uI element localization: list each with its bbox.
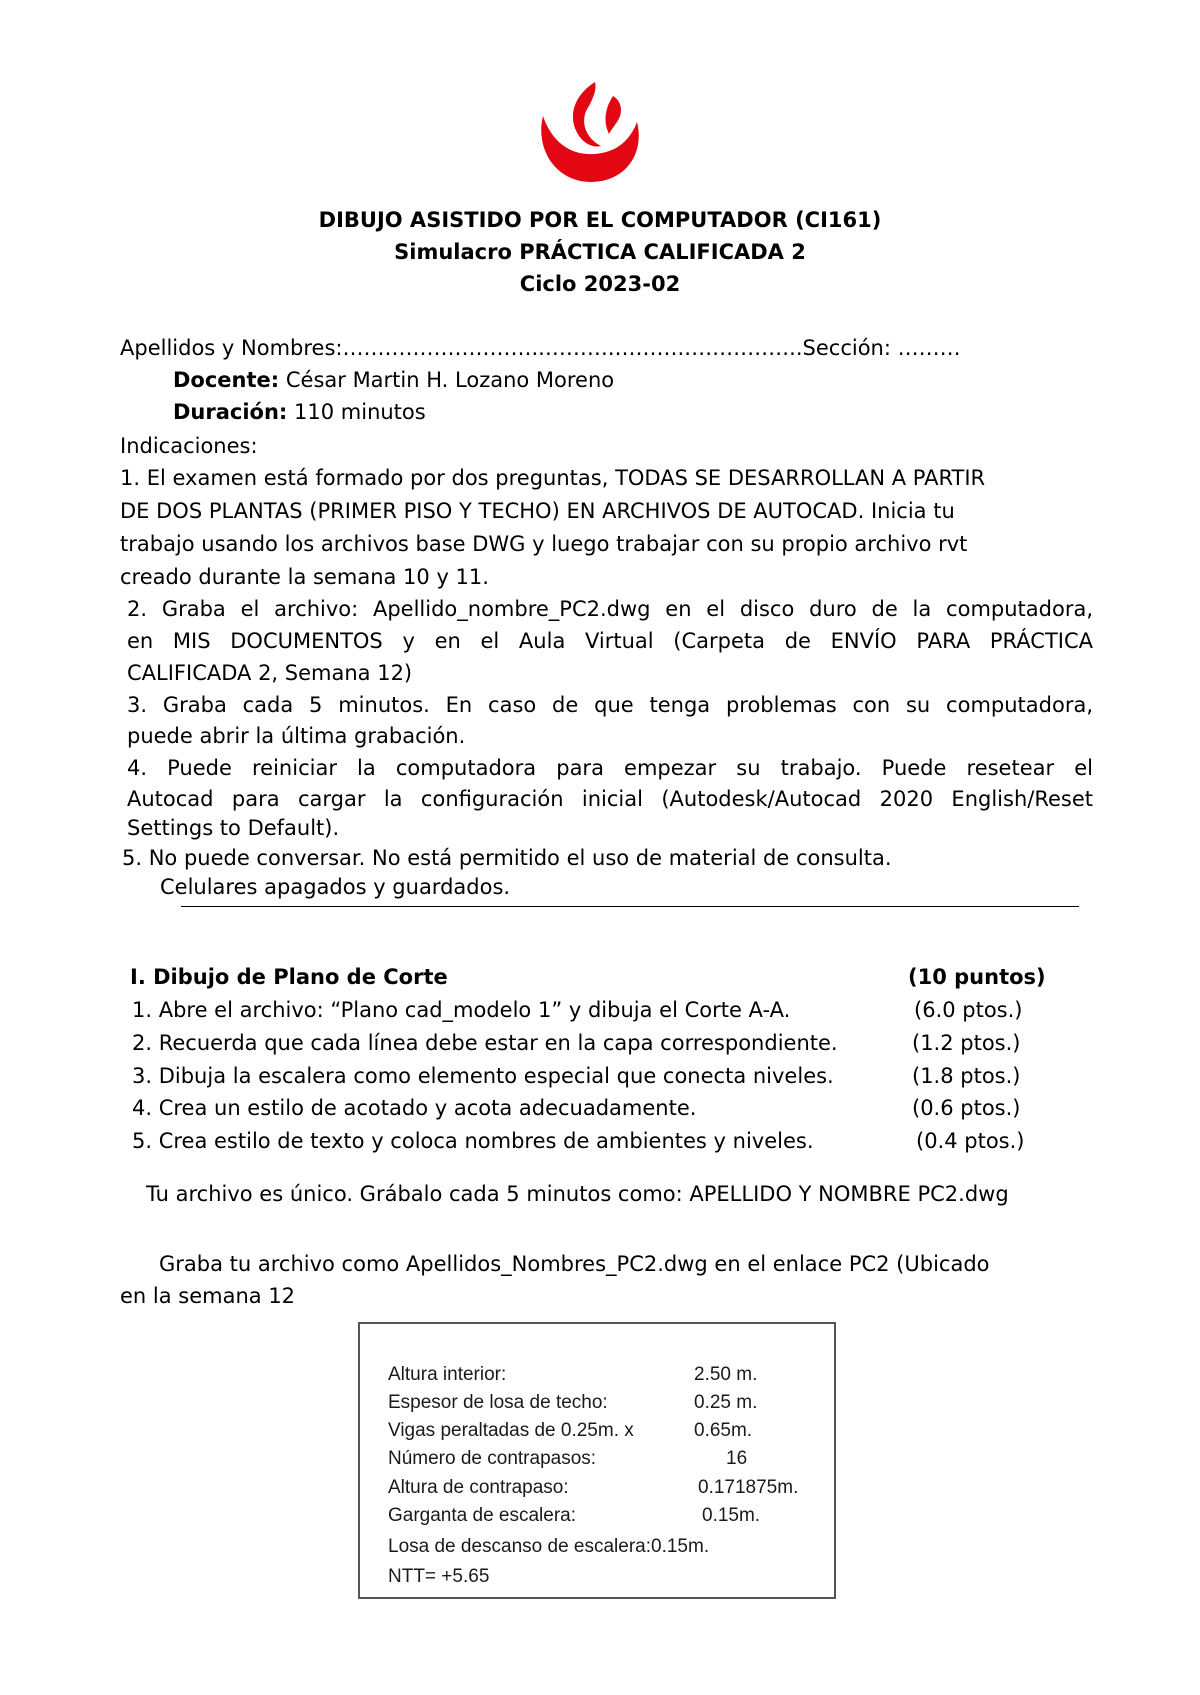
note-unique-file: Tu archivo es único. Grábalo cada 5 minutos como: APELLIDO Y NOMBRE PC2.dwg — [146, 1182, 1009, 1206]
data-value-losa-descanso: 0.15m. — [651, 1536, 710, 1557]
data-label-vigas: Vigas peraltadas de 0.25m. x — [388, 1420, 634, 1441]
indication-1-line-1: 1. El examen está formado por dos preguntas, TODAS SE DESARROLLAN A PARTIR — [120, 466, 986, 490]
data-label-contrapasos: Número de contrapasos: — [388, 1448, 597, 1469]
indication-1-line-2: DE DOS PLANTAS (PRIMER PISO Y TECHO) EN ARCHIVOS DE AUTOCAD. Inicia tu — [120, 499, 955, 523]
document-title: DIBUJO ASISTIDO POR EL COMPUTADOR (CI161) — [318, 208, 882, 232]
university-logo-icon — [533, 78, 645, 186]
data-value-altura-interior: 2.50 m. — [694, 1364, 758, 1385]
indication-4-line-3: Settings to Default). — [127, 816, 340, 840]
separator-line — [181, 906, 1079, 907]
duration-line — [173, 400, 426, 424]
student-name-field: Apellidos y Nombres:………………………..……….……….……………..Sección: ……… — [120, 336, 961, 360]
indication-2-line-1: 2. Graba el archivo: Apellido_nombre_PC2.dwg en el disco duro de la computadora, — [127, 597, 1093, 621]
teacher-label: Docente: — [173, 368, 280, 392]
data-label-espesor-losa: Espesor de losa de techo: — [388, 1392, 608, 1413]
task-5-points: (0.4 ptos.) — [916, 1129, 1025, 1153]
task-2: 2. Recuerda que cada línea debe estar en la capa correspondiente. — [132, 1031, 838, 1055]
data-value-espesor-losa: 0.25 m. — [694, 1392, 758, 1413]
indication-3-line-2: puede abrir la última grabación. — [127, 724, 466, 748]
data-value-garganta: 0.15m. — [702, 1505, 761, 1526]
indication-3-line-1: 3. Graba cada 5 minutos. En caso de que tenga problemas con su computadora, — [127, 693, 1093, 717]
indication-4-line-1: 4. Puede reiniciar la computadora para empezar su trabajo. Puede resetear el — [127, 756, 1093, 780]
task-5: 5. Crea estilo de texto y coloca nombres de ambientes y niveles. — [132, 1129, 814, 1153]
task-2-points: (1.2 ptos.) — [912, 1031, 1021, 1055]
data-label-losa-descanso — [388, 1536, 709, 1558]
indication-5-line-1: 5. No puede conversar. No está permitido el uso de material de consulta. — [122, 846, 892, 870]
data-label-altura-interior: Altura interior: — [388, 1364, 507, 1385]
indication-2-line-2: en MIS DOCUMENTOS y en el Aula Virtual (Carpeta de ENVÍO PARA PRÁCTICA — [127, 629, 1093, 653]
document-subtitle: Simulacro PRÁCTICA CALIFICADA 2 — [394, 240, 806, 264]
teacher-value: César Martin H. Lozano Moreno — [279, 368, 615, 392]
task-3-points: (1.8 ptos.) — [912, 1064, 1021, 1088]
task-4-points: (0.6 ptos.) — [912, 1096, 1021, 1120]
indication-5-line-2: Celulares apagados y guardados. — [160, 875, 511, 899]
indication-1-line-3: trabajo usando los archivos base DWG y luego trabajar con su propio archivo rvt — [120, 532, 968, 556]
section-1-title: I. Dibujo de Plano de Corte — [130, 965, 448, 989]
note-save-link-line-1: Graba tu archivo como Apellidos_Nombres_PC2.dwg en el enlace PC2 (Ubicado — [159, 1252, 990, 1276]
indication-2-line-3: CALIFICADA 2, Semana 12) — [127, 661, 413, 685]
duration-label: Duración: — [173, 400, 288, 424]
data-value-contrapasos: 16 — [726, 1448, 748, 1469]
task-4: 4. Crea un estilo de acotado y acota adecuadamente. — [132, 1096, 697, 1120]
section-1-points: (10 puntos) — [908, 965, 1046, 989]
duration-value: 110 minutos — [287, 400, 426, 424]
data-label-ntt: NTT= +5.65 — [388, 1566, 490, 1587]
data-label-losa-descanso-text: Losa de descanso de escalera: — [388, 1536, 652, 1557]
data-value-vigas: 0.65m. — [694, 1420, 753, 1441]
teacher-line — [173, 368, 614, 392]
document-cycle: Ciclo 2023-02 — [519, 272, 681, 296]
task-1-points: (6.0 ptos.) — [914, 998, 1023, 1022]
data-label-garganta: Garganta de escalera: — [388, 1505, 577, 1526]
task-1: 1. Abre el archivo: “Plano cad_modelo 1” y dibuja el Corte A-A. — [132, 998, 791, 1022]
data-label-altura-contrapaso: Altura de contrapaso: — [388, 1477, 569, 1498]
indication-1-line-4: creado durante la semana 10 y 11. — [120, 565, 489, 589]
indications-heading: Indicaciones: — [120, 434, 258, 458]
data-value-altura-contrapaso: 0.171875m. — [698, 1477, 799, 1498]
indication-4-line-2: Autocad para cargar la configuración inicial (Autodesk/Autocad 2020 English/Reset — [127, 787, 1093, 811]
task-3: 3. Dibuja la escalera como elemento especial que conecta niveles. — [132, 1064, 834, 1088]
project-data-box — [358, 1322, 836, 1599]
note-save-link-line-2: en la semana 12 — [120, 1284, 296, 1308]
